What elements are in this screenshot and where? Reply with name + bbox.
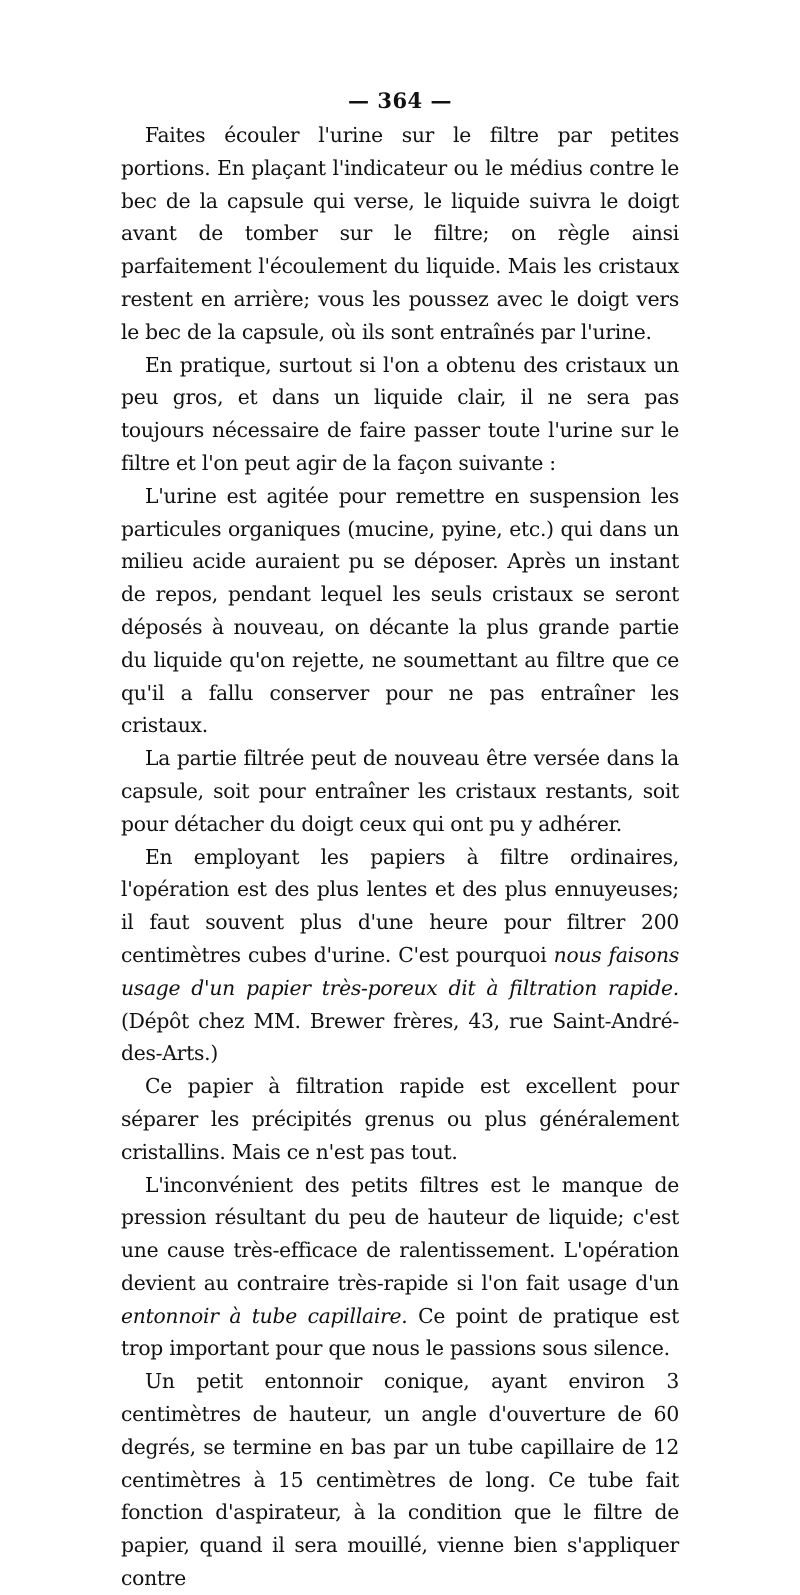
text-run: (Dépôt chez MM. Brewer frères, 43, rue Saint-André-des-Arts.) <box>121 1008 679 1066</box>
text-run: En employant les papiers à filtre ordinaires, l'opération est des plus lentes et des plus ennuyeuses; il faut souvent plus d'une heure pour filtrer 200 centimètres cubes d'urine. C'est pourquoi <box>121 844 679 967</box>
body-text <box>121 119 679 1595</box>
paragraph <box>121 742 679 840</box>
text-run: Un petit entonnoir conique, ayant environ 3 centimètres de hauteur, un angle d'ouverture de 60 degrés, se termine en bas par un tube capillaire de 12 centimètres à 15 centimètres de long. Ce tube fait fonction d'aspirateur, à la condition que le filtre de papier, quand il sera mouillé, vienne bien s'appliquer contre <box>121 1369 679 1591</box>
text-run: En pratique, surtout si l'on a obtenu des cristaux un peu gros, et dans un liquide clair, il ne sera pas toujours nécessaire de faire passer toute l'urine sur le filtre et l'on peut agir de la façon suivante : <box>121 352 679 475</box>
paragraph <box>121 1169 679 1366</box>
paragraph <box>121 480 679 742</box>
paragraph <box>121 841 679 1071</box>
text-run: Ce papier à filtration rapide est excellent pour séparer les précipités grenus ou plus généralement cristallins. Mais ce n'est pas tout. <box>121 1074 679 1164</box>
italic-text: entonnoir à tube capillaire. <box>121 1303 408 1328</box>
paragraph <box>121 1365 679 1595</box>
text-run: Faites écouler l'urine sur le filtre par petites portions. En plaçant l'indicateur ou le médius contre le bec de la capsule qui verse, le liquide suivra le doigt avant de tomber sur le filtre; on règle ainsi parfaitement l'écoulement du liquide. Mais les cristaux restent en arrière; vous les poussez avec le doigt vers le bec de la capsule, où ils sont entraînés par l'urine. <box>121 123 679 344</box>
italic-text: nous faisons usage d'un papier très-poreux dit à filtration rapide. <box>121 942 679 1000</box>
text-run: La partie filtrée peut de nouveau être versée dans la capsule, soit pour entraîner les cristaux restants, soit pour détacher du doigt ceux qui ont pu y adhérer. <box>121 746 679 836</box>
paragraph <box>121 349 679 480</box>
paragraph <box>121 119 679 349</box>
paragraph <box>121 1070 679 1168</box>
text-run: Ce point de pratique est trop important pour que nous le passions sous silence. <box>121 1303 679 1361</box>
text-run: L'inconvénient des petits filtres est le manque de pression résultant du peu de hauteur de liquide; c'est une cause très-efficace de ralentissement. L'opération devient au contraire très-rapide si l'on fait usage d'un <box>121 1172 679 1295</box>
page-number: — 364 — <box>348 88 452 113</box>
text-run: L'urine est agitée pour remettre en suspension les particules organiques (mucine, pyine, etc.) qui dans un milieu acide auraient pu se déposer. Après un instant de repos, pendant lequel les seuls cristaux se seront déposés à nouveau, on décante la plus grande partie du liquide qu'on rejette, ne soumettant au filtre que ce qu'il a fallu conserver pour ne pas entraîner les cristaux. <box>121 483 679 738</box>
